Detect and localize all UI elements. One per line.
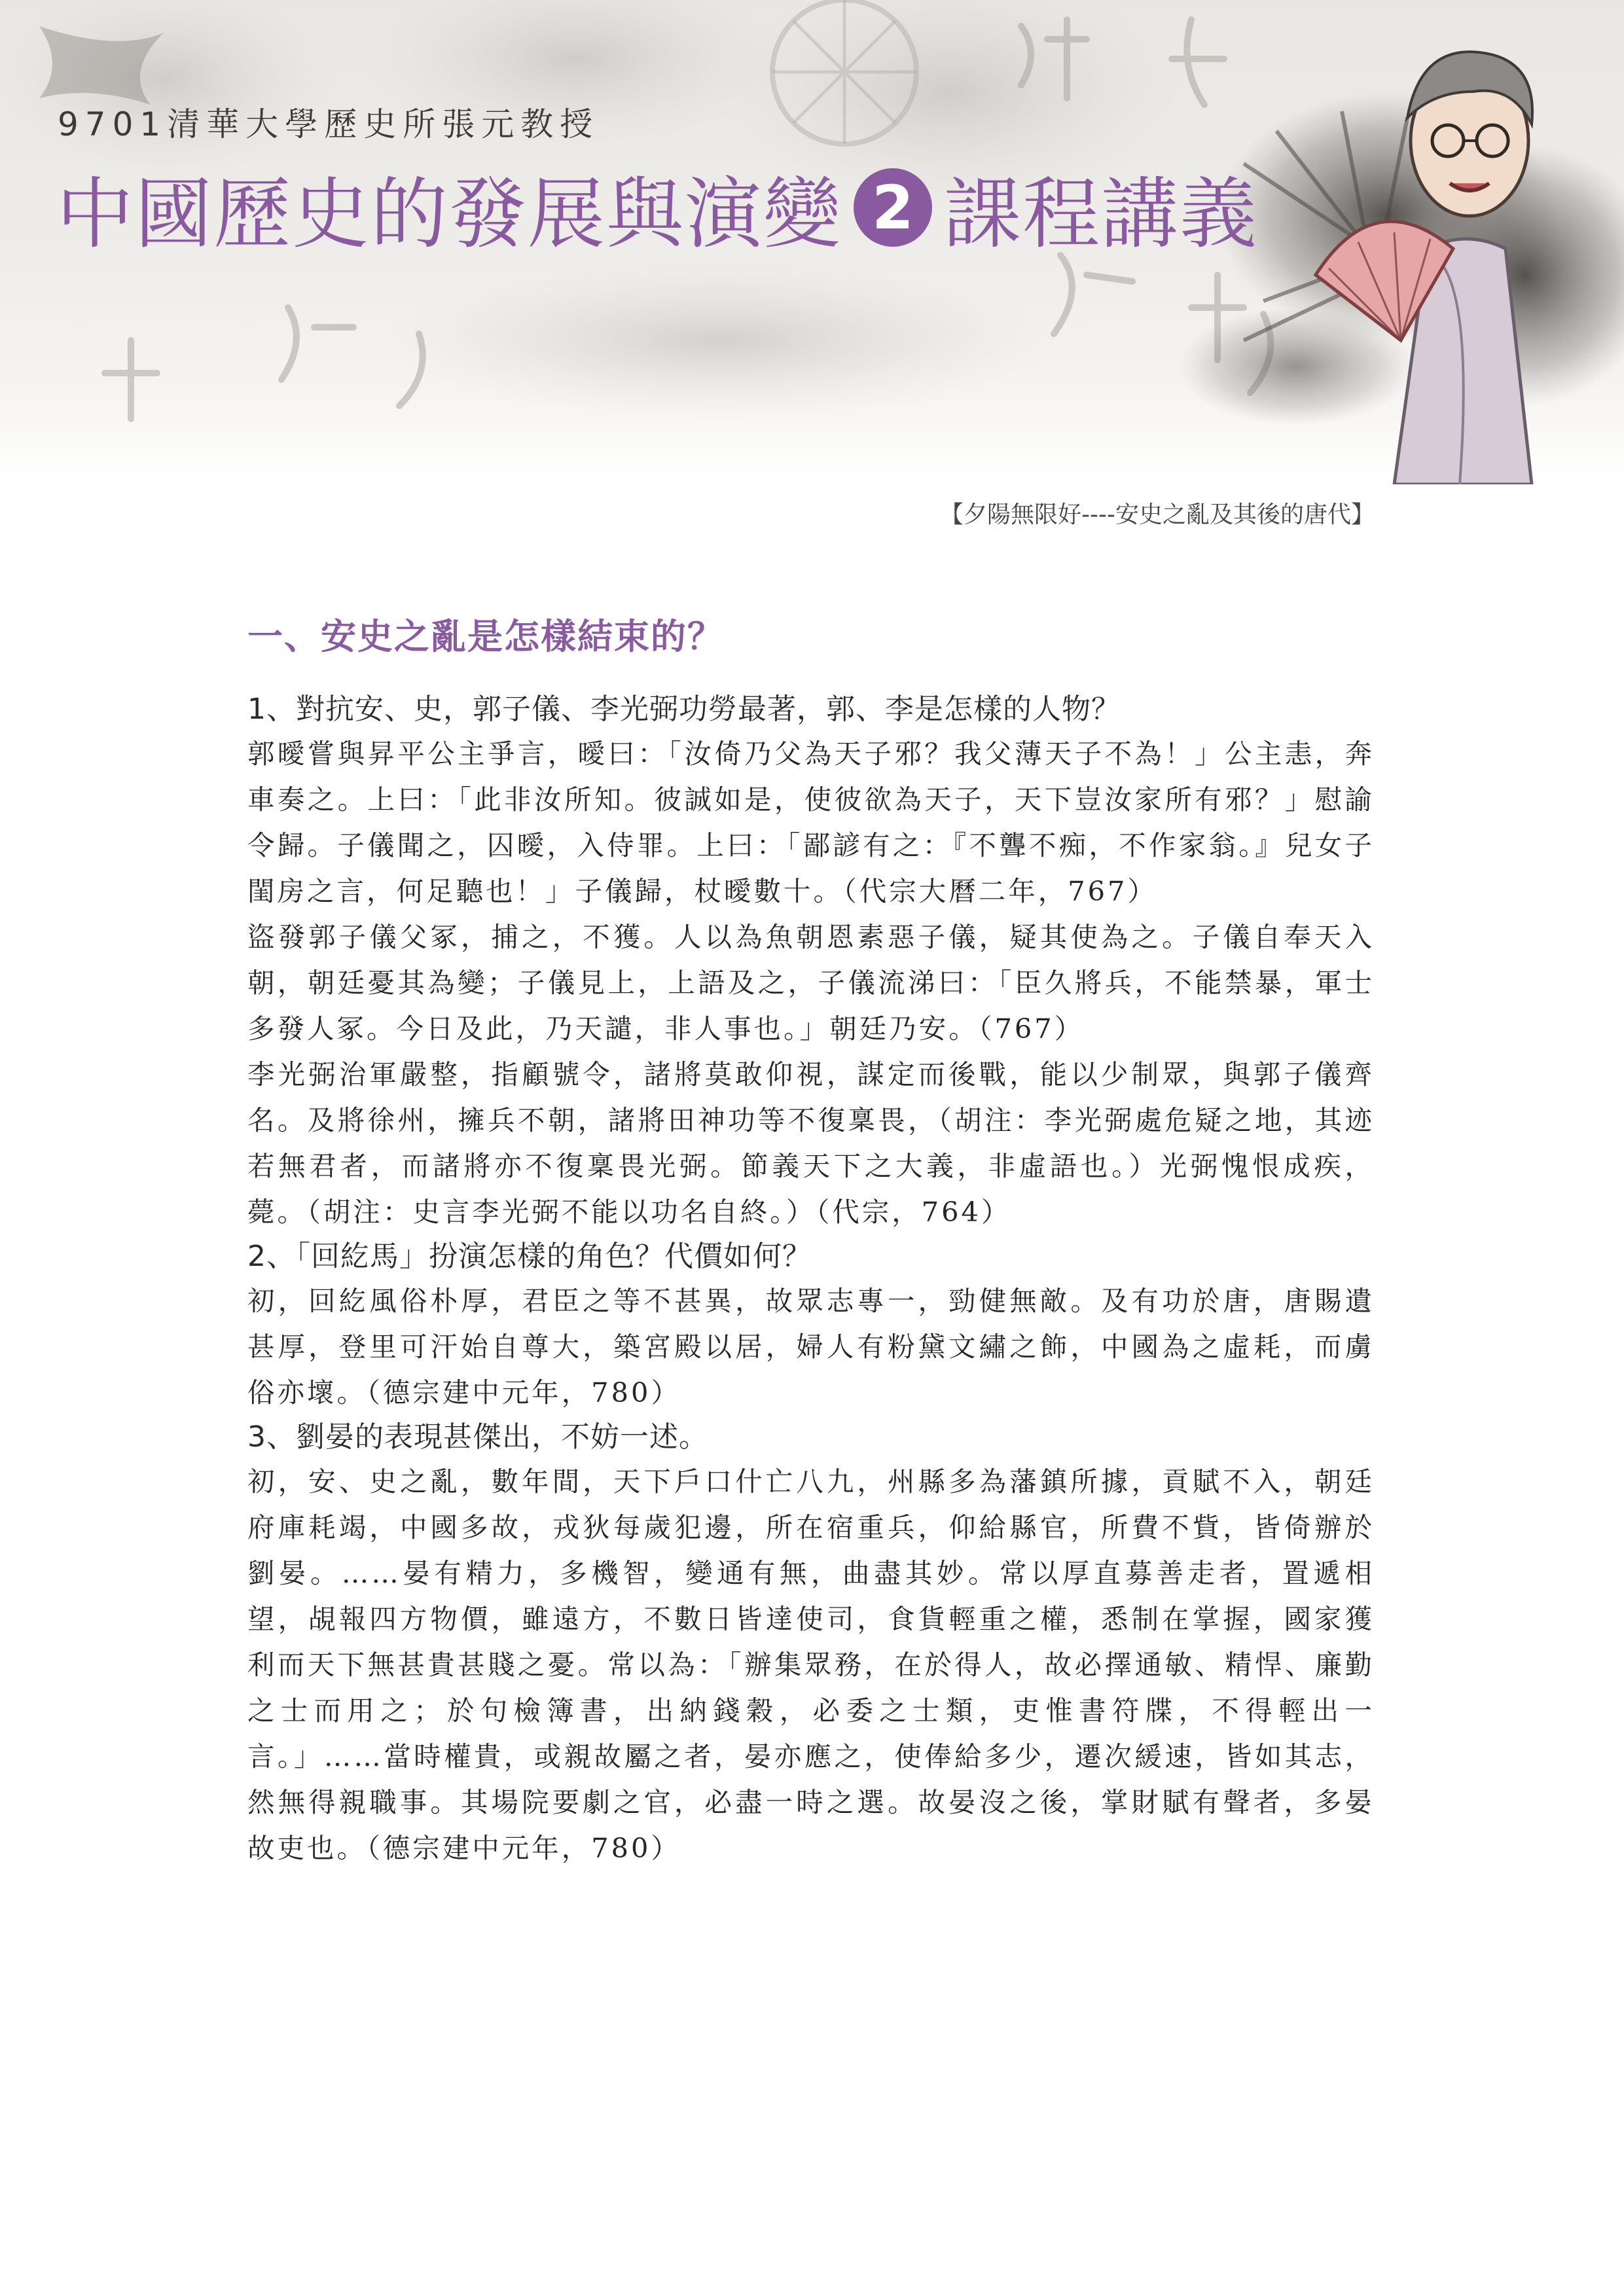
course-title (56, 152, 1258, 263)
passage-paragraph: 郭曖嘗與昇平公主爭言，曖曰：「汝倚乃父為天子邪？我父薄天子不為！」公主恚，奔車奏之。上曰：「此非汝所知。彼誠如是，使彼欲為天子，天下豈汝家所有邪？」慰諭令歸。子儀聞之，囚曖，入侍罪。上曰：「鄙諺有之：『不聾不痴，不作家翁。』兒女子閨房之言，何足聽也！」子儀歸，杖曖數十。（代宗大曆二年，767） (247, 738, 1375, 907)
passage-paragraph: 初，回紇風俗朴厚，君臣之等不甚異，故眾志專一，勁健無敵。及有功於唐，唐賜遺甚厚，登里可汗始自尊大，築宮殿以居，婦人有粉黛文繡之飾，中國為之虛耗，而虜俗亦壞。（德宗建中元年，780） (247, 1285, 1375, 1408)
question-heading: 3、劉晏的表現甚傑出，不妨一述。 (247, 1420, 708, 1454)
course-title-text: 中國歷史的發展與演變 (56, 169, 842, 259)
lecture-content (247, 609, 1375, 1871)
question-heading: 1、對抗安、史，郭子儀、李光弼功勞最著，郭、李是怎樣的人物？ (247, 692, 1121, 726)
passage-paragraph: 盜發郭子儀父冢，捕之，不獲。人以為魚朝恩素惡子儀，疑其使為之。子儀自奉天入朝，朝廷憂其為變；子儀見上，上語及之，子儀流涕曰：「臣久將兵，不能禁暴，軍士多發人冢。今日及此，乃天譴，非人事也。」朝廷乃安。（767） (247, 921, 1375, 1045)
course-subtitle: 9701清華大學歷史所張元教授 (58, 105, 600, 143)
question-heading: 2、「回紇馬」扮演怎樣的角色？代價如何？ (247, 1240, 812, 1273)
header-banner (0, 0, 1624, 484)
passage-paragraph: 初，安、史之亂，數年間，天下戶口什亡八九，州縣多為藩鎮所據，貢賦不入，朝廷府庫耗竭，中國多故，戎狄每歲犯邊，所在宿重兵，仰給縣官，所費不貲，皆倚辦於劉晏。……晏有精力，多機智，變通有無，曲盡其妙。常以厚直募善走者，置遞相望，覘報四方物價，雖遠方，不數日皆達使司，食貨輕重之權，悉制在掌握，國家獲利而天下無甚貴甚賤之憂。常以為：「辦集眾務，在於得人，故必擇通敏、精悍、廉勤之士而用之；於句檢簿書，出納錢穀，必委之士類，吏惟書符牒，不得輕出一言。」……當時權貴，或親故屬之者，晏亦應之，使俸給多少，遷次緩速，皆如其志，然無得親職事。其場院要劇之官，必盡一時之選。故晏沒之後，掌財賦有聲者，多晏故吏也。（德宗建中元年，780） (247, 1465, 1375, 1864)
passage-paragraph: 李光弼治軍嚴整，指顧號令，諸將莫敢仰視，謀定而後戰，能以少制眾，與郭子儀齊名。及將徐州，擁兵不朝，諸將田神功等不復稟畏，（胡注：李光弼處危疑之地，其迹若無君者，而諸將亦不復稟畏光弼。節義天下之大義，非虛語也。）光弼愧恨成疾，薨。（胡注：史言李光弼不能以功名自終。）（代宗，764） (247, 1058, 1375, 1228)
section-title: 一、安史之亂是怎樣結束的？ (247, 616, 724, 657)
course-number-badge: 2 (854, 168, 932, 247)
lecture-topic-header: 【夕陽無限好----安史之亂及其後的唐代】 (940, 501, 1375, 528)
course-title-suffix: 課程講義 (944, 169, 1259, 259)
